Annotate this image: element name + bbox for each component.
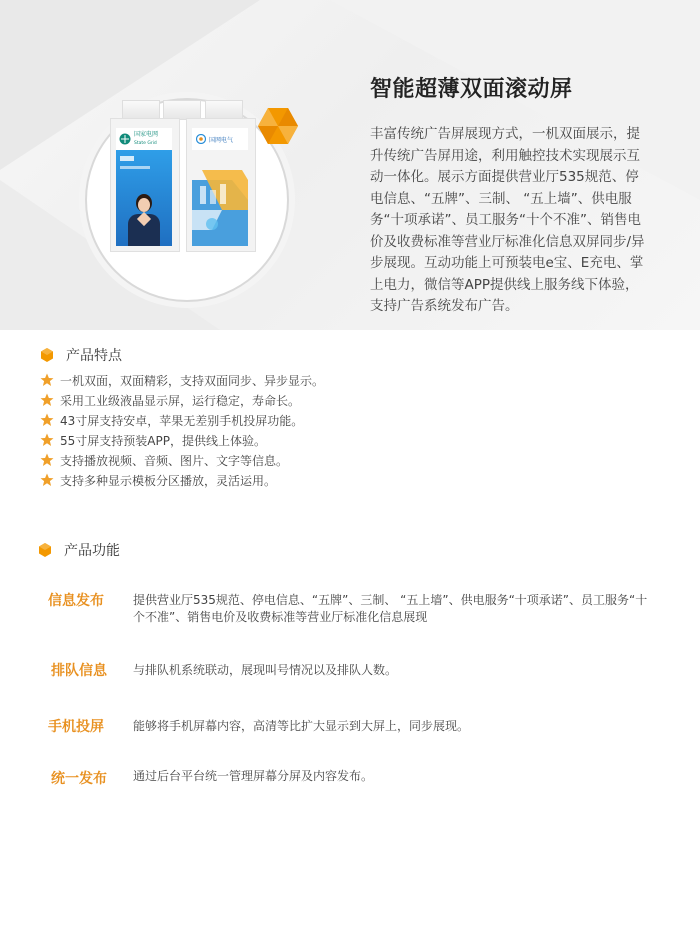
star-icon xyxy=(40,433,54,447)
feature-text: 采用工业级液晶显示屏，运行稳定，寿命长。 xyxy=(60,393,301,408)
feature-text: 55寸屏支持预装APP，提供线上体验。 xyxy=(60,433,266,448)
section-title: 产品特点 xyxy=(66,348,122,364)
star-icon xyxy=(40,393,54,407)
brand-logo-icon xyxy=(196,134,206,144)
screen-brand-label: 国网电气 xyxy=(209,136,234,144)
section-title: 产品功能 xyxy=(64,543,120,559)
features-list xyxy=(40,370,324,490)
hero-banner xyxy=(0,0,700,330)
function-label: 排队信息 xyxy=(51,663,107,679)
city-graphic xyxy=(192,150,248,246)
state-grid-logo-icon xyxy=(119,133,131,145)
function-description: 通过后台平台统一管理屏幕分屏及内容发布。 xyxy=(133,769,374,783)
screen-brand-label: 国家电网 xyxy=(134,131,159,138)
advert-text-block xyxy=(120,166,150,169)
star-icon xyxy=(40,413,54,427)
advert-image xyxy=(116,150,172,246)
advert-image xyxy=(192,150,248,246)
star-icon xyxy=(40,453,54,467)
screen-header xyxy=(192,128,248,150)
feature-text: 一机双面，双面精彩，支持双面同步、异步显示。 xyxy=(60,373,325,388)
list-item xyxy=(40,470,324,490)
hexagon-ornament-icon xyxy=(258,108,298,144)
list-item xyxy=(40,370,324,390)
function-description: 能够将手机屏幕内容，高清等比扩大显示到大屏上，同步展现。 xyxy=(133,719,470,733)
page-title: 智能超薄双面滚动屏 xyxy=(370,77,573,102)
state-grid-header xyxy=(116,128,172,150)
advert-text-block xyxy=(120,156,134,161)
function-label: 统一发布 xyxy=(51,771,107,787)
function-label: 手机投屏 xyxy=(48,719,104,735)
list-item xyxy=(40,450,324,470)
feature-text: 支持播放视频、音频、图片、文字等信息。 xyxy=(60,453,289,468)
list-item xyxy=(40,410,324,430)
hexagon-bullet-icon xyxy=(38,543,52,557)
feature-text: 支持多种显示模板分区播放，灵活运用。 xyxy=(60,473,277,488)
kiosk-right-screen xyxy=(192,128,248,246)
feature-text: 43寸屏支持安卓，苹果无差别手机投屏功能。 xyxy=(60,413,304,428)
list-item xyxy=(40,390,324,410)
functions-heading xyxy=(38,540,120,560)
product-intro: 丰富传统广告屏展现方式，一机双面展示，提升传统广告屏用途，利用触控技术实现展示互动一体化。展示方面提供营业厅535规范、停电信息、“五牌”、三制、 “五上墙”、供电服务“十项承诺”、员工服务“十个不准”、销售电价及收费标准等营业厅标准化信息双屏同步/异步展现。互动功能上可预装电e宝、E充电、掌上电力，微信等APP提供线上服务线下体验，支持广告系统发布广告。 xyxy=(370,126,645,314)
features-heading xyxy=(40,345,122,365)
kiosk-top-stand xyxy=(163,100,201,120)
star-icon xyxy=(40,473,54,487)
star-icon xyxy=(40,373,54,387)
screen-brand-label-en: State Grid xyxy=(134,141,157,146)
list-item xyxy=(40,430,324,450)
function-description: 提供营业厅535规范、停电信息、“五牌”、三制、 “五上墙”、供电服务“十项承诺”、员工服务“十个不准”、销售电价及收费标准等营业厅标准化信息展现 xyxy=(133,593,648,624)
agent-photo xyxy=(124,190,164,246)
kiosk-top-stand xyxy=(122,100,160,120)
kiosk-left-screen xyxy=(116,128,172,246)
kiosk-top-stand xyxy=(205,100,243,120)
function-label: 信息发布 xyxy=(48,593,104,609)
hexagon-bullet-icon xyxy=(40,348,54,362)
function-description: 与排队机系统联动，展现叫号情况以及排队人数。 xyxy=(133,663,398,677)
